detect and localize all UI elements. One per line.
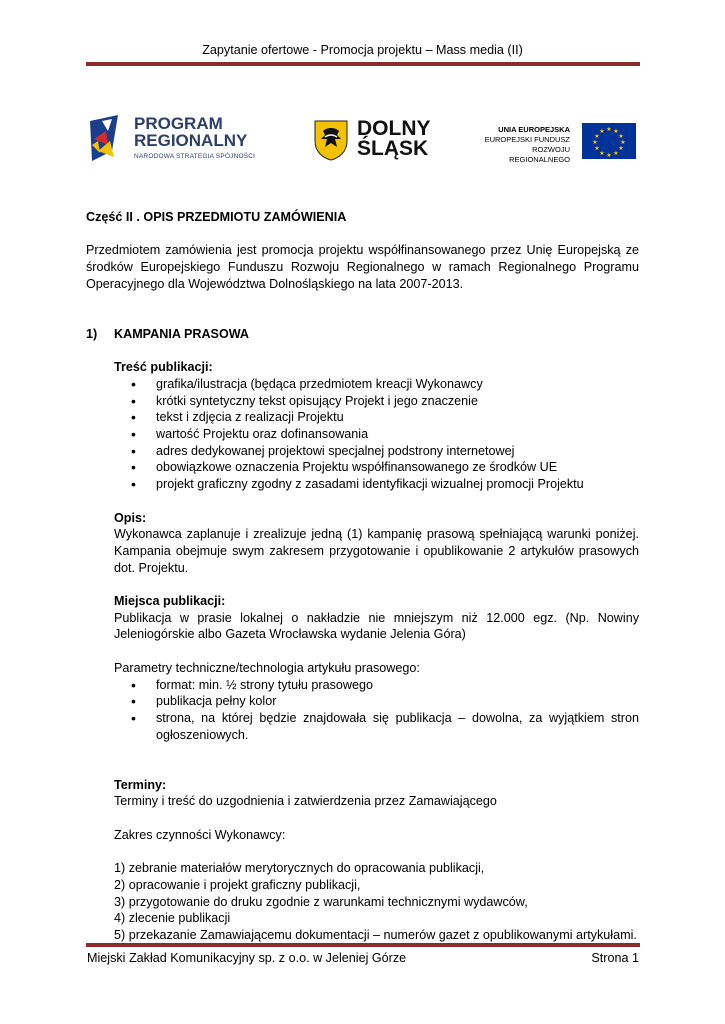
description-heading: Opis: — [114, 510, 147, 525]
program-logo-line3: NARODOWA STRATEGIA SPÓJNOŚCI — [134, 153, 256, 160]
svg-text:★: ★ — [606, 152, 612, 159]
terms-heading: Terminy: — [114, 777, 167, 792]
list-item: • projekt graficzny zgodny z zasadami identyfikacji wizualnej promocji Projektu — [114, 476, 639, 493]
program-regionalny-logo — [88, 111, 278, 167]
eu-fund-logo — [474, 122, 636, 164]
place-heading: Miejsca publikacji: — [114, 594, 226, 609]
params-list — [114, 677, 639, 744]
svg-text:★: ★ — [599, 128, 605, 135]
svg-text:★: ★ — [606, 126, 612, 133]
place-text: Publikacja w prasie lokalnej o nakładzie nie mniejszym niż 12.000 egz. (Np. Nowiny Jeleniogórskie albo Gazeta Wrocławska wydanie Jelenia Góra) — [114, 610, 639, 642]
svg-text:★: ★ — [613, 150, 619, 157]
eu-logo-line3: ROZWOJU REGIONALNEGO — [509, 145, 570, 164]
svg-text:★: ★ — [618, 133, 624, 140]
program-logo-line2: REGIONALNY — [134, 131, 248, 150]
footer-divider — [86, 943, 640, 947]
section-content — [114, 359, 639, 944]
header-divider — [86, 62, 640, 66]
part-heading: Część II . OPIS PRZEDMIOTU ZAMÓWIENIA — [86, 210, 347, 224]
list-item: • strona, na której będzie znajdowała się publikacja – dowolna, za wyjątkiem stron ogłoszeniowych. — [114, 710, 639, 743]
list-item: • publikacja pełny kolor — [114, 693, 639, 710]
section-title: KAMPANIA PRASOWA — [114, 326, 250, 341]
list-item: 3) przygotowanie do druku zgodnie z warunkami technicznymi wydawców, — [114, 894, 528, 909]
svg-text:★: ★ — [594, 145, 600, 152]
list-item: • wartość Projektu oraz dofinansowania — [114, 426, 639, 443]
list-item: 1) zebranie materiałów merytorycznych do opracowania publikacji, — [114, 861, 485, 876]
program-logo-line1: PROGRAM — [134, 114, 223, 133]
footer-company: Miejski Zakład Komunikacyjny sp. z o.o. w Jeleniej Górze — [87, 951, 407, 965]
params-heading: Parametry techniczne/technologia artykułu prasowego: — [114, 660, 420, 675]
document-body — [86, 209, 639, 944]
description-text: Wykonawca zaplanuje i zrealizuje jedną (1) kampanię prasową spełniającą warunki poniżej. Kampania obejmuje swym zakresem przygotowanie i opublikowanie 2 artykułów prasowych dot. Projektu. — [114, 527, 639, 575]
svg-text:★: ★ — [599, 150, 605, 157]
content-heading: Treść publikacji: — [114, 360, 213, 375]
dolny-slask-logo — [313, 118, 438, 162]
list-item: • obowiązkowe oznaczenia Projektu współfinansowanego ze środków UE — [114, 459, 639, 476]
eu-logo-line1: UNIA EUROPEJSKA — [498, 125, 570, 134]
terms-text: Terminy i treść do uzgodnienia i zatwierdzenia przez Zamawiającego — [114, 794, 497, 809]
eu-flag-icon — [582, 123, 636, 159]
dolny-slask-line1: DOLNY — [357, 117, 431, 140]
footer-page-number: Strona 1 — [591, 951, 639, 965]
svg-text:★: ★ — [618, 145, 624, 152]
intro-paragraph: Przedmiotem zamówienia jest promocja projektu współfinansowanego przez Unię Europejską ze środków Europejskiego Funduszu Rozwoju Regionalnego w ramach Regionalnego Programu Operacyjnego dla Województwa Dolnośląskiego na lata 2007-2013. — [86, 243, 639, 291]
list-item: 4) zlecenie publikacji — [114, 911, 231, 926]
section-number: 1) — [86, 326, 98, 341]
list-item: • adres dedykowanej projektowi specjalnej podstrony internetowej — [114, 443, 639, 460]
list-item: • krótki syntetyczny tekst opisujący Projekt i jego znaczenie — [114, 393, 639, 410]
scope-heading: Zakres czynności Wykonawcy: — [114, 827, 286, 842]
svg-text:★: ★ — [620, 139, 626, 146]
dolny-slask-line2: ŚLĄSK — [357, 137, 429, 160]
svg-text:★: ★ — [592, 139, 598, 146]
list-item: 2) opracowanie i projekt graficzny publikacji, — [114, 877, 361, 892]
coat-of-arms-icon — [313, 119, 349, 161]
list-item: 5) przekazanie Zamawiającemu dokumentacji – numerów gazet z opublikowanymi artykułami. — [114, 928, 637, 943]
scope-list — [114, 860, 639, 944]
eu-logo-line2: EUROPEJSKI FUNDUSZ — [484, 135, 570, 144]
section-heading — [86, 326, 639, 343]
page-header-title: Zapytanie ofertowe - Promocja projektu – Mass media (II) — [202, 43, 523, 57]
list-item: • tekst i zdjęcia z realizacji Projektu — [114, 409, 639, 426]
svg-text:★: ★ — [613, 128, 619, 135]
svg-text:★: ★ — [594, 133, 600, 140]
list-item: • format: min. ½ strony tytułu prasowego — [114, 677, 639, 694]
list-item: • grafika/ilustracja (będąca przedmiotem kreacji Wykonawcy — [114, 376, 639, 393]
content-list — [114, 376, 639, 493]
